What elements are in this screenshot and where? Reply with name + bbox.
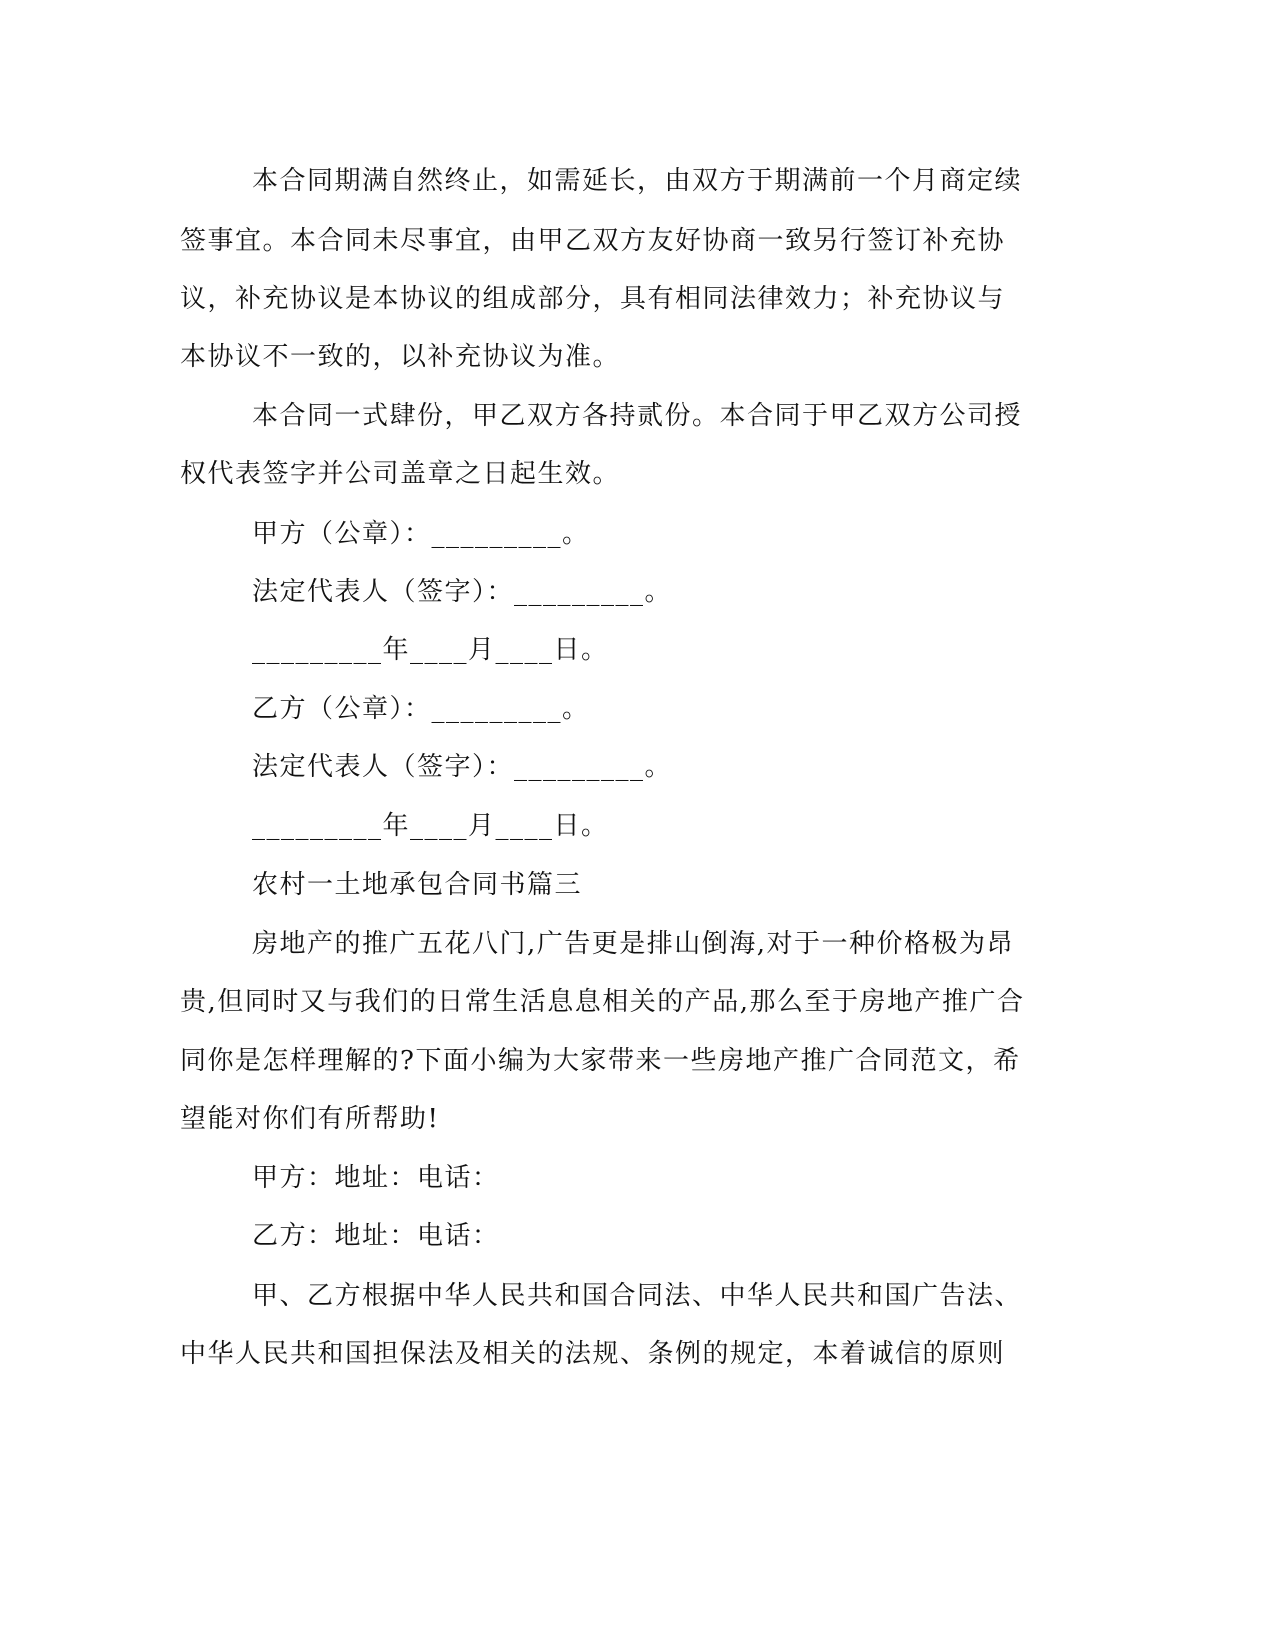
party-a-date-line: _________年____月____日。 xyxy=(252,635,609,665)
party-b-contact-line: 乙方：地址：电话： xyxy=(252,1221,500,1251)
party-a-representative-line: 法定代表人（签字）：_________。 xyxy=(252,577,673,607)
paragraph-line-2: 签事宜。本合同未尽事宜，由甲乙双方友好协商一致另行签订补充协 xyxy=(180,226,1006,256)
section-heading: 农村一土地承包合同书篇三 xyxy=(252,870,583,900)
paragraph-line-11: 甲、乙方根据中华人民共和国合同法、中华人民共和国广告法、 xyxy=(252,1281,1023,1311)
party-b-representative-line: 法定代表人（签字）：_________。 xyxy=(252,752,673,782)
paragraph-line-5: 本合同一式肆份，甲乙双方各持贰份。本合同于甲乙双方公司授 xyxy=(252,401,1023,431)
paragraph-line-9: 同你是怎样理解的?下面小编为大家带来一些房地产推广合同范文，希 xyxy=(180,1046,1021,1076)
paragraph-line-4: 本协议不一致的，以补充协议为准。 xyxy=(180,342,621,372)
paragraph-line-10: 望能对你们有所帮助! xyxy=(180,1104,440,1134)
paragraph-line-6: 权代表签字并公司盖章之日起生效。 xyxy=(180,459,621,489)
party-a-contact-line: 甲方：地址：电话： xyxy=(252,1163,500,1193)
paragraph-line-12: 中华人民共和国担保法及相关的法规、条例的规定，本着诚信的原则 xyxy=(180,1339,1006,1369)
paragraph-line-3: 议，补充协议是本协议的组成部分，具有相同法律效力；补充协议与 xyxy=(180,284,1006,314)
party-b-date-line: _________年____月____日。 xyxy=(252,811,609,841)
paragraph-line-7: 房地产的推广五花八门,广告更是排山倒海,对于一种价格极为昂 xyxy=(252,929,1015,959)
paragraph-line-8: 贵,但同时又与我们的日常生活息息相关的产品,那么至于房地产推广合 xyxy=(180,987,1025,1017)
party-a-seal-line: 甲方（公章）：_________。 xyxy=(252,519,590,549)
paragraph-line-1: 本合同期满自然终止，如需延长，由双方于期满前一个月商定续 xyxy=(252,166,1023,196)
party-b-seal-line: 乙方（公章）：_________。 xyxy=(252,694,590,724)
